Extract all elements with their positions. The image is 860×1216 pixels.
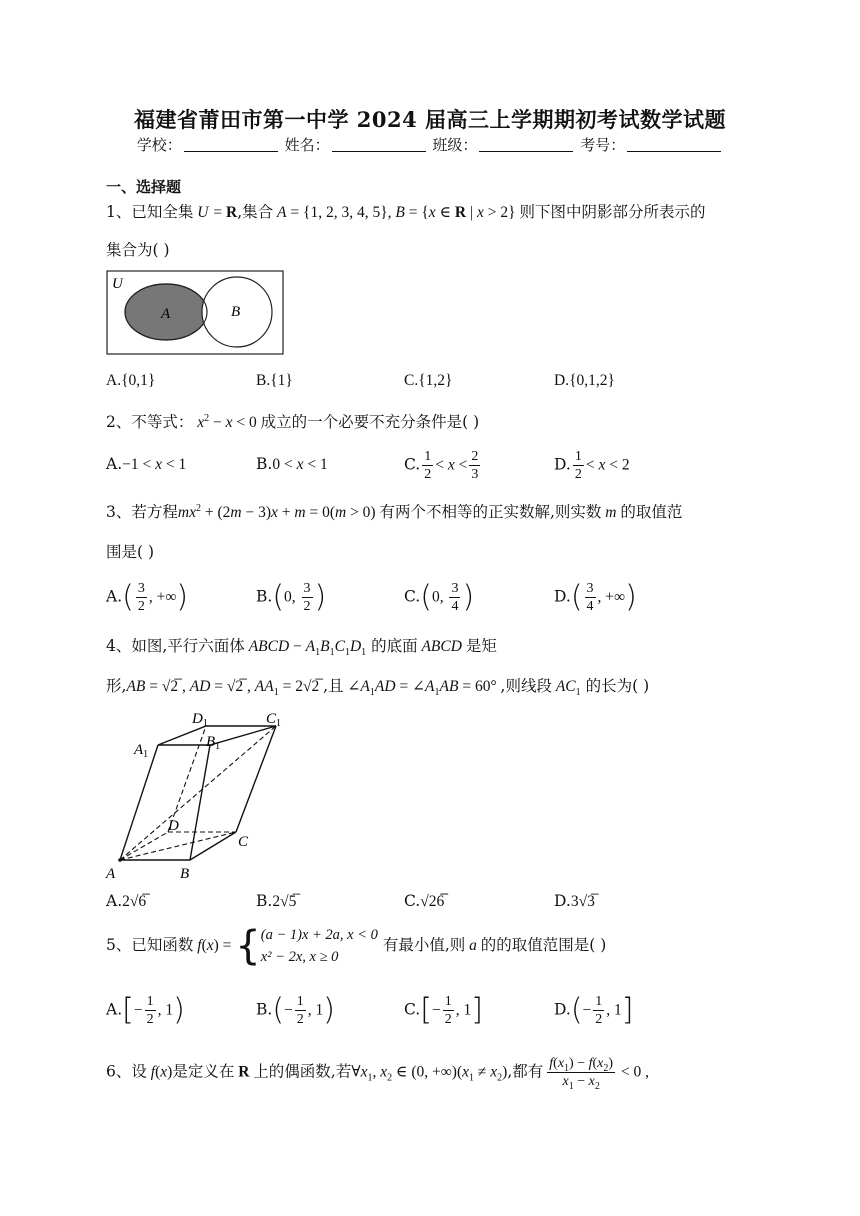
label-d: D: [168, 818, 179, 834]
q4-option-a[interactable]: A.2√6̅: [106, 892, 147, 910]
class-blank[interactable]: [479, 137, 573, 152]
question-4-line-1: 4、如图,平行六面体 ABCD − $A_1B_1C_1D_1$ 的底面 ABCD 是矩: [106, 637, 497, 659]
question-6-stem: 6、设 f(x)是定义在 R 上的偶函数,若$\forall x_1$, $x_2$ ∈ (0, $+\infty)(x_1 \ne x_2)$,都有 $\frac{f(x_1) - f(x_2)}{x_1 - x_2}$ < 0 ,: [106, 1056, 650, 1092]
q3-option-b[interactable]: B.(0, $\frac{3}{2}$ ): [256, 579, 327, 615]
question-4-line-2: 形,AB = √2̅ , AD = √2̅ , $AA_1$ = 2√2̅ ,且 $\angle A_1AD$ = $\angle A_1AB = 60^\circ$ ,则线段 $AC_1$ 的长为( ): [106, 677, 650, 699]
q1-option-c[interactable]: C.{1,2}: [404, 372, 453, 389]
section-title: 一、选择题: [106, 178, 182, 196]
name-label: 姓名：: [284, 136, 330, 154]
paper-title: 福建省莆田市第一中学 2024 届高三上学期期初考试数学试题: [133, 107, 727, 132]
q2-option-a[interactable]: A.−1 < x < 1: [106, 455, 187, 473]
q4-option-b[interactable]: B.2√5̅: [256, 892, 297, 910]
student-info-line: [0, 134, 860, 155]
school-label: 学校：: [136, 136, 182, 154]
q2-option-b[interactable]: B.0 < x < 1: [256, 455, 328, 473]
q1-option-b[interactable]: B.{1}: [256, 372, 293, 389]
question-3-line-1: 3、若方程$mx^2 + (2m - 3)x + m = 0(m > 0)$ 有两个不相等的正实数解,则实数 m 的取值范: [106, 502, 683, 521]
label-c: C: [238, 834, 249, 850]
exam-no-blank[interactable]: [627, 137, 721, 152]
name-blank[interactable]: [332, 137, 426, 152]
question-1-line-2: 集合为( ): [106, 241, 170, 259]
label-a: A: [106, 866, 116, 882]
parallelepiped-figure: [104, 708, 304, 884]
q3-option-a[interactable]: A.( $\frac{3}{2}$ , +∞): [106, 579, 189, 615]
label-d1: $D_1$: [192, 711, 208, 729]
label-a1: $A_1$: [134, 742, 149, 760]
q5-option-c[interactable]: C.[− $\frac{1}{2}$ , 1]: [404, 992, 483, 1028]
q3-option-c[interactable]: C.(0, $\frac{3}{4}$ ): [404, 579, 475, 615]
venn-label-a: A: [161, 306, 171, 322]
school-blank[interactable]: [184, 137, 278, 152]
q1-option-a[interactable]: A.{0,1}: [106, 372, 156, 389]
label-c1: $C_1$: [266, 711, 282, 729]
question-3-line-2: 围是( ): [106, 543, 155, 561]
q2-option-d[interactable]: D. $\frac{1}{2}$ < x < 2: [554, 449, 630, 482]
q4-option-d[interactable]: D.3√3̅: [554, 892, 595, 910]
q3-option-d[interactable]: D.( $\frac{3}{4}$ , +∞): [554, 579, 637, 615]
label-b1: $B_1$: [206, 734, 221, 752]
question-5-stem: 5、已知函数 f(x) = { (a − 1)x + 2a, x < 0 x² − 2x, x ≥ 0 有最小值,则 a 的的取值范围是( ): [106, 923, 607, 969]
label-b: B: [180, 866, 190, 882]
q1-option-d[interactable]: D.{0,1,2}: [554, 372, 615, 389]
venn-label-b: B: [231, 304, 241, 320]
question-2-stem: 2、不等式： $x^2 - x < 0$ 成立的一个必要不充分条件是( ): [106, 412, 480, 431]
q5-option-b[interactable]: B.(− $\frac{1}{2}$ , 1): [256, 992, 336, 1028]
q4-option-c[interactable]: C.√26̅̅: [404, 892, 445, 910]
q5-option-a[interactable]: A.[− $\frac{1}{2}$ , 1): [106, 992, 185, 1028]
class-label: 班级：: [432, 136, 478, 154]
q2-option-c[interactable]: C. $\frac{1}{2}$ < x < $\frac{2}{3}$: [404, 449, 479, 482]
question-1-line-1: 1、已知全集 U = R,集合 A = {1, 2, 3, 4, 5}, B = {x ∈ R | x > 2} 则下图中阴影部分所表示的: [106, 203, 706, 221]
exam-no-label: 考号：: [580, 136, 626, 154]
venn-label-u: U: [112, 276, 123, 292]
venn-diagram: [106, 270, 286, 356]
q5-option-d[interactable]: D.(− $\frac{1}{2}$ , 1]: [554, 992, 634, 1028]
